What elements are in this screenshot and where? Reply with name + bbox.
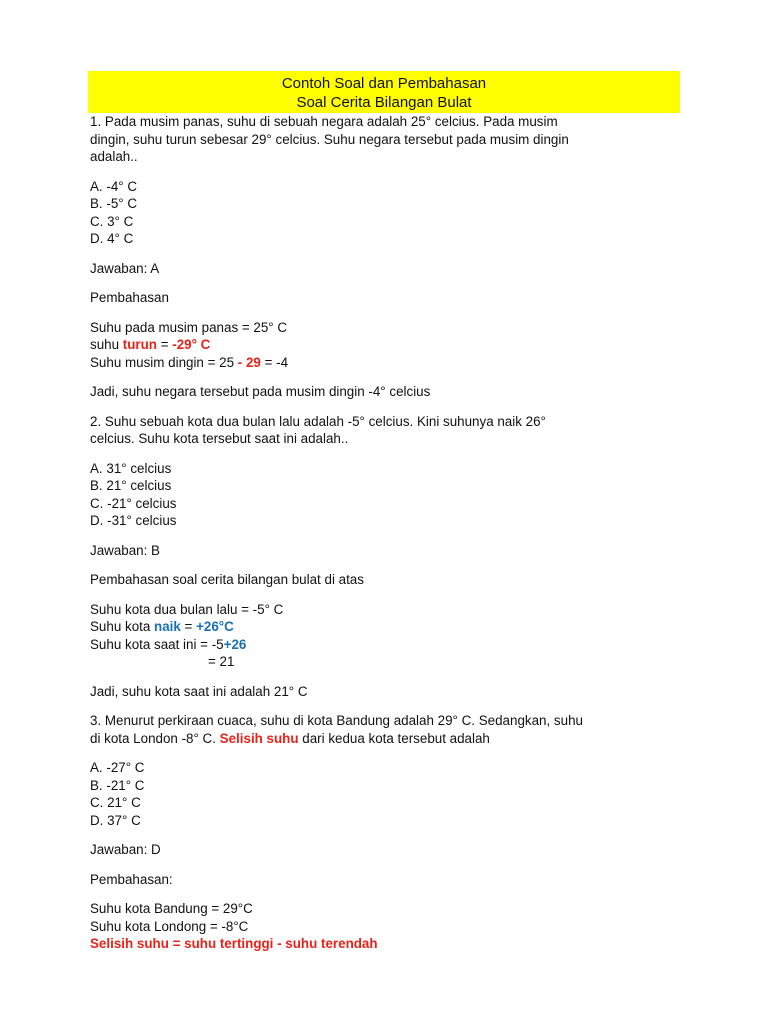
- q3-option-b: B. -21° C: [90, 777, 145, 793]
- document-body: [90, 113, 690, 953]
- q2-work-line-4: = 21: [208, 654, 235, 669]
- q2-work-line-2: Suhu kota naik = +26°C: [90, 619, 234, 634]
- q1-question-line: adalah..: [90, 149, 138, 164]
- q3-option-d: D. 37° C: [90, 812, 141, 828]
- q2-option-b: B. 21° celcius: [90, 478, 172, 493]
- q2-conclusion: Jadi, suhu kota saat ini adalah 21° C: [90, 683, 308, 699]
- q1-work-line-1: Suhu pada musim panas = 25° C: [90, 319, 288, 335]
- q1-work-line-3: Suhu musim dingin = 25 - 29 = -4: [90, 354, 289, 370]
- title-line-2: Soal Cerita Bilangan Bulat: [296, 94, 472, 111]
- keyword-turun: turun: [122, 337, 157, 352]
- q1-work-line-2: suhu turun = -29° C: [90, 337, 211, 352]
- keyword-selisih-suhu: Selisih suhu: [219, 730, 299, 746]
- q3-discussion-title: Pembahasan:: [90, 871, 173, 887]
- q2-question-line: celcius. Suhu kota tersebut saat ini adalah..: [90, 431, 349, 446]
- q1-option-c: C. 3° C: [90, 213, 134, 229]
- q1-answer: Jawaban: A: [90, 260, 160, 276]
- q1-option-b: B. -5° C: [90, 196, 138, 211]
- q1-discussion-title: Pembahasan: [90, 290, 169, 305]
- value-minus-29: -29° C: [172, 337, 211, 352]
- title-banner: [88, 71, 680, 113]
- title-line-1: Contoh Soal dan Pembahasan: [281, 75, 487, 92]
- q3-work-line-1: Suhu kota Bandung = 29°C: [90, 901, 253, 916]
- q1-question-line: 1. Pada musim panas, suhu di sebuah negara adalah 25° celcius. Pada musim: [90, 114, 558, 129]
- q3-work-line-2: Suhu kota Londong = -8°C: [90, 918, 249, 934]
- q2-question-line: 2. Suhu sebuah kota dua bulan lalu adalah -5° celcius. Kini suhunya naik 26°: [90, 413, 546, 429]
- q3-question-line: di kota London -8° C. Selisih suhu dari kedua kota tersebut adalah: [90, 730, 490, 746]
- q2-work-line-3: Suhu kota saat ini = -5+26: [90, 636, 247, 652]
- q2-option-c: C. -21° celcius: [90, 495, 177, 511]
- q2-option-d: D. -31° celcius: [90, 513, 177, 528]
- q2-work-line-1: Suhu kota dua bulan lalu = -5° C: [90, 601, 284, 617]
- operand-29: - 29: [237, 354, 261, 370]
- q2-discussion-title: Pembahasan soal cerita bilangan bulat di atas: [90, 572, 364, 587]
- q3-formula: Selisih suhu = suhu tertinggi - suhu terendah: [90, 936, 378, 951]
- q2-answer: Jawaban: B: [90, 542, 160, 558]
- q1-question-line: dingin, suhu turun sebesar 29° celcius. Suhu negara tersebut pada musim dingin: [90, 131, 569, 147]
- q1-conclusion: Jadi, suhu negara tersebut pada musim dingin -4° celcius: [90, 384, 431, 399]
- operand-plus-26: +26: [223, 636, 247, 652]
- q2-option-a: A. 31° celcius: [90, 460, 172, 476]
- q3-option-a: A. -27° C: [90, 760, 145, 775]
- q1-option-d: D. 4° C: [90, 231, 134, 246]
- value-plus-26: +26°C: [196, 619, 234, 634]
- q3-option-c: C. 21° C: [90, 795, 141, 810]
- q3-answer: Jawaban: D: [90, 842, 161, 857]
- keyword-naik: naik: [154, 619, 181, 634]
- q1-option-a: A. -4° C: [90, 178, 138, 194]
- q3-question-line: 3. Menurut perkiraan cuaca, suhu di kota Bandung adalah 29° C. Sedangkan, suhu: [90, 713, 583, 728]
